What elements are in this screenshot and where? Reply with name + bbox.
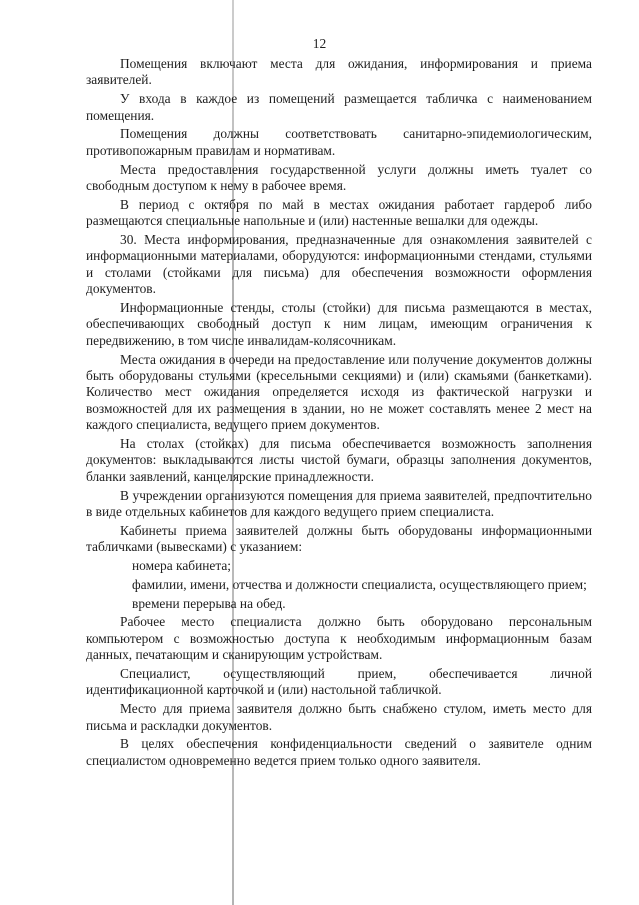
- list-item: фамилии, имени, отчества и должности специалиста, осуществляющего прием;: [132, 576, 587, 592]
- paragraph: На столах (стойках) для письма обеспечивается возможность заполнения документов: выкладываются листы чистой бумаги, образцы заполнения документов, бланки заявлений, канцелярские принадлежности.: [86, 436, 592, 484]
- paragraph: Специалист, осуществляющий прием, обеспечивается личной идентификационной карточкой и (или) настольной табличкой.: [86, 666, 592, 698]
- document-body: [86, 56, 592, 772]
- paragraph: У входа в каждое из помещений размещается табличка с наименованием помещения.: [86, 91, 592, 123]
- paragraph: В период с октября по май в местах ожидания работает гардероб либо размещаются специальные напольные и (или) настенные вешалки для одежды.: [86, 196, 592, 229]
- paragraph: В целях обеспечения конфиденциальности сведений о заявителе одним специалистом одновременно ведется прием только одного заявителя.: [86, 736, 592, 768]
- paragraph-item-30: 30. Места информирования, предназначенные для ознакомления заявителей с информационными материалами, оборудуются: информационными стендами, стульями и столами (стойками для письма) для обеспечения возможности оформления документов.: [86, 232, 592, 297]
- paragraph: В учреждении организуются помещения для приема заявителей, предпочтительно в виде отдельных кабинетов для каждого ведущего прием специалиста.: [86, 487, 592, 520]
- page-number: 12: [312, 36, 327, 51]
- paragraph: Рабочее место специалиста должно быть оборудовано персональным компьютером с возможностью доступа к необходимым информационным базам данных, печатающим и сканирующим устройствам.: [86, 614, 592, 663]
- paragraph: Кабинеты приема заявителей должны быть оборудованы информационными табличками (вывесками) с указанием:: [86, 522, 592, 555]
- paragraph: Помещения включают места для ожидания, информирования и приема заявителей.: [86, 56, 592, 88]
- list-item: номера кабинета;: [132, 558, 232, 574]
- list-item: времени перерыва на обед.: [132, 595, 286, 611]
- paragraph: Места ожидания в очереди на предоставление или получение документов должны быть оборудованы стульями (кресельными секциями) и (или) скамьями (банкетками). Количество мест ожидания определяется исходя из фактической нагрузки и возможностей для их размещения в здании, но не может составлять менее 2 мест на каждого специалиста, ведущего прием документов.: [86, 351, 592, 433]
- paragraph: Места предоставления государственной услуги должны иметь туалет со свободным доступом к нему в рабочее время.: [86, 161, 592, 194]
- paragraph: Информационные стенды, столы (стойки) для письма размещаются в местах, обеспечивающих свободный доступ к ним лицам, имеющим ограничения к передвижению, в том числе инвалидам-колясочникам.: [86, 300, 592, 348]
- paragraph: Помещения должны соответствовать санитарно-эпидемиологическим, противопожарным правилам и нормативам.: [86, 126, 592, 158]
- paragraph: Место для приема заявителя должно быть снабжено стулом, иметь место для письма и раскладки документов.: [86, 701, 592, 733]
